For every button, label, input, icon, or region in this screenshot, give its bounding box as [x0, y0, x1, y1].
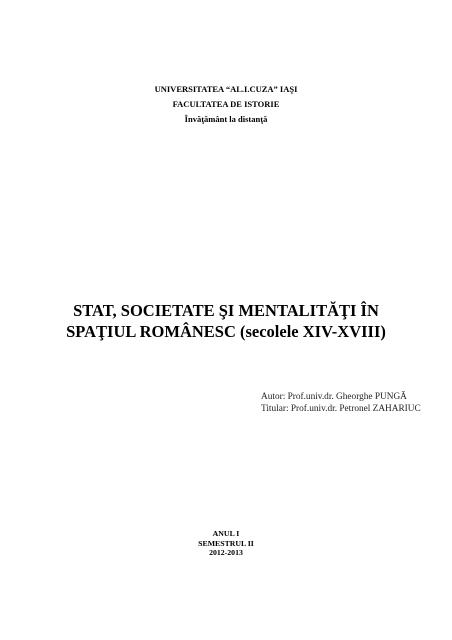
university-name: UNIVERSITATEA “AL.I.CUZA” IAŞI — [154, 84, 298, 94]
author-block — [261, 391, 421, 415]
title-line-1: STAT, SOCIETATE ŞI MENTALITĂŢI ÎN — [73, 301, 379, 320]
faculty-name: FACULTATEA DE ISTORIE — [172, 99, 280, 109]
document-title — [0, 300, 452, 342]
titular-line: Titular: Prof.univ.dr. Petronel ZAHARIUC — [261, 404, 421, 414]
title-line-2: SPAŢIUL ROMÂNESC (secolele XIV-XVIII) — [66, 322, 386, 341]
semester: SEMESTRUL II — [198, 538, 254, 548]
institution-header — [0, 82, 452, 127]
author-line: Autor: Prof.univ.dr. Gheorghe PUNGĂ — [261, 392, 407, 402]
year-of-study: ANUL I — [212, 529, 240, 538]
program-type: Învăţământ la distanţă — [184, 114, 268, 124]
course-info — [0, 529, 452, 558]
academic-year: 2012-2013 — [209, 548, 243, 557]
